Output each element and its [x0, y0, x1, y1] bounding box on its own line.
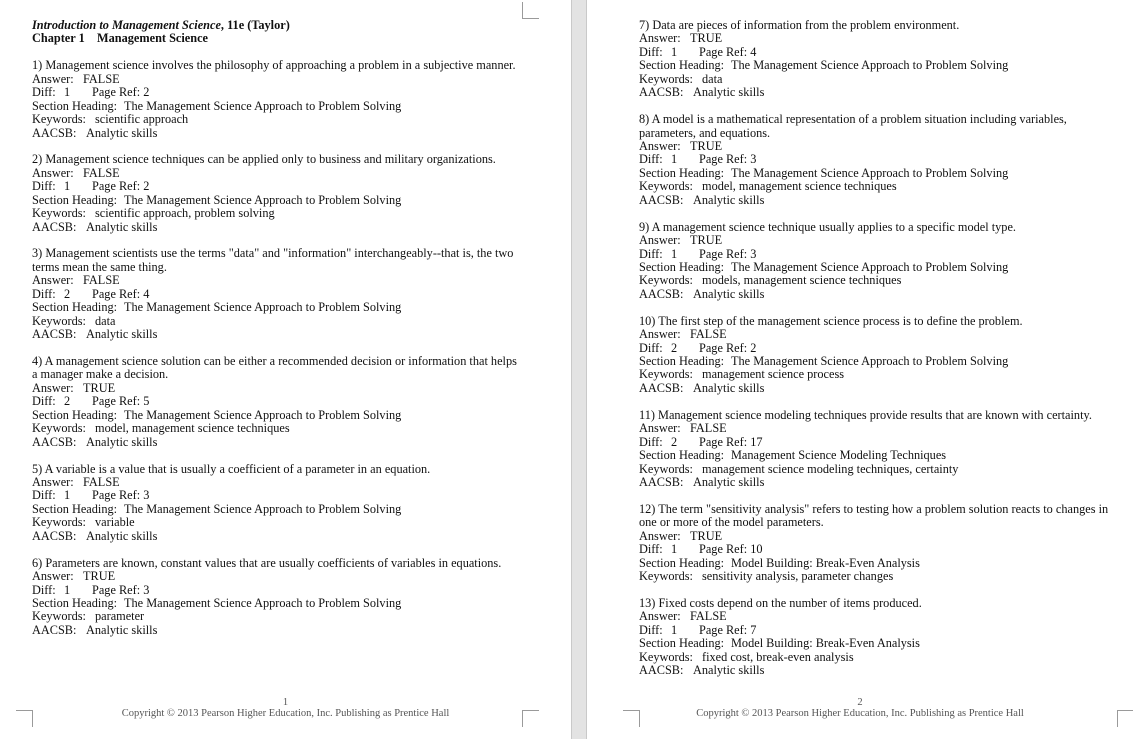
aacsb-line	[639, 194, 1125, 207]
crop-mark	[522, 2, 539, 19]
diff-line	[32, 584, 522, 597]
section-heading-line	[639, 355, 1125, 368]
keywords-line	[639, 274, 1125, 287]
field-label: Section Heading:	[32, 407, 118, 422]
question-text: 5) A variable is a value that is usually a coefficient of a parameter in an equation.	[32, 461, 431, 476]
field-label: Section Heading:	[639, 259, 725, 274]
field-label: AACSB:	[32, 327, 77, 342]
blank-line	[32, 342, 522, 355]
blank-line	[32, 449, 522, 462]
field-label: AACSB:	[32, 434, 77, 449]
field-value: scientific approach, problem solving	[95, 206, 275, 221]
field-value: management science process	[702, 367, 845, 382]
aacsb-line	[639, 382, 1125, 395]
field-value: The Management Science Approach to Problem Solving	[124, 300, 402, 315]
field-value: FALSE	[83, 474, 120, 489]
aacsb-line	[32, 624, 522, 637]
field-label: Keywords:	[639, 273, 693, 288]
field-value: sensitivity analysis, parameter changes	[702, 569, 894, 584]
field-value: Analytic skills	[693, 192, 765, 207]
field-value: Analytic skills	[693, 85, 765, 100]
keywords-line	[32, 207, 522, 220]
aacsb-line	[32, 127, 522, 140]
question-text: 2) Management science techniques can be applied only to business and military organizations.	[32, 152, 496, 167]
field-label: Answer:	[639, 421, 681, 436]
field-label: Diff:	[639, 622, 663, 637]
field-value: Model Building: Break-Even Analysis	[731, 555, 920, 570]
field-value: model, management science techniques	[95, 421, 290, 436]
field-label: Answer:	[639, 528, 681, 543]
field-label: AACSB:	[32, 622, 77, 637]
field-value: The Management Science Approach to Problem Solving	[124, 192, 402, 207]
field-value: The Management Science Approach to Problem Solving	[124, 595, 402, 610]
page-ref: Page Ref: 3	[699, 152, 757, 167]
section-heading-line	[639, 59, 1125, 72]
field-value: 2	[64, 286, 71, 301]
question-text: 13) Fixed costs depend on the number of items produced.	[639, 595, 922, 610]
field-label: Section Heading:	[32, 300, 118, 315]
field-label: Answer:	[32, 569, 74, 584]
diff-line	[32, 180, 522, 193]
question-text: 1) Management science involves the philosophy of approaching a problem in a subjective manner.	[32, 58, 516, 73]
field-value: Management Science Modeling Techniques	[731, 448, 947, 463]
page-ref: Page Ref: 7	[699, 622, 757, 637]
field-label: Diff:	[639, 542, 663, 557]
keywords-line	[32, 610, 522, 623]
diff-line	[639, 153, 1125, 166]
field-value: The Management Science Approach to Problem Solving	[124, 98, 402, 113]
question-list	[32, 59, 522, 650]
diff-line	[639, 543, 1125, 556]
field-label: Keywords:	[32, 313, 86, 328]
diff-line	[639, 342, 1125, 355]
field-label: Answer:	[639, 327, 681, 342]
answer-line	[32, 476, 522, 489]
question-block	[32, 355, 522, 449]
field-value: Analytic skills	[693, 663, 765, 678]
chapter-heading: Chapter 1 Management Science	[32, 31, 208, 46]
question-text: 8) A model is a mathematical representation of a problem situation including variables, parameters, and equations.	[639, 112, 1067, 140]
field-value: 1	[671, 246, 678, 261]
question-text: 9) A management science technique usually applies to a specific model type.	[639, 219, 1016, 234]
question-block	[32, 463, 522, 544]
field-value: TRUE	[83, 380, 116, 395]
section-heading-line	[639, 557, 1125, 570]
section-heading-line	[32, 597, 522, 610]
page-ref: Page Ref: 4	[699, 44, 757, 59]
book-title-line	[32, 19, 522, 32]
question-text: 11) Management science modeling techniques provide results that are known with certainty.	[639, 407, 1092, 422]
blank-line	[639, 489, 1125, 502]
answer-line	[32, 570, 522, 583]
field-value: Analytic skills	[86, 434, 158, 449]
keywords-line	[32, 315, 522, 328]
field-label: AACSB:	[32, 219, 77, 234]
page-ref: Page Ref: 3	[92, 582, 150, 597]
blank-line	[639, 301, 1125, 314]
field-label: Section Heading:	[639, 636, 725, 651]
field-label: Diff:	[32, 286, 56, 301]
section-heading-line	[32, 301, 522, 314]
page-ref: Page Ref: 3	[699, 246, 757, 261]
field-label: Answer:	[32, 165, 74, 180]
aacsb-line	[639, 288, 1125, 301]
section-heading-line	[32, 194, 522, 207]
blank-line	[639, 584, 1125, 597]
field-label: AACSB:	[639, 380, 684, 395]
answer-line	[639, 530, 1125, 543]
blank-line	[639, 100, 1125, 113]
field-label: Diff:	[639, 44, 663, 59]
field-value: TRUE	[690, 233, 723, 248]
question-block	[639, 221, 1125, 302]
page-number: 2	[857, 697, 863, 708]
diff-line	[639, 46, 1125, 59]
field-label: Diff:	[639, 340, 663, 355]
field-value: The Management Science Approach to Problem Solving	[124, 501, 402, 516]
question-text: 6) Parameters are known, constant values that are usually coefficients of variables in equations.	[32, 555, 502, 570]
diff-line	[639, 248, 1125, 261]
field-label: Diff:	[639, 434, 663, 449]
field-value: FALSE	[83, 273, 120, 288]
field-value: 1	[64, 488, 71, 503]
question-block	[639, 19, 1125, 100]
answer-line	[639, 234, 1125, 247]
question-block	[639, 503, 1125, 584]
diff-line	[32, 395, 522, 408]
field-value: Analytic skills	[693, 474, 765, 489]
answer-line	[32, 274, 522, 287]
field-value: 1	[64, 582, 71, 597]
field-value: Analytic skills	[693, 380, 765, 395]
field-value: variable	[95, 515, 135, 530]
field-value: The Management Science Approach to Problem Solving	[731, 354, 1009, 369]
answer-line	[32, 73, 522, 86]
field-label: Section Heading:	[32, 595, 118, 610]
blank-line	[639, 395, 1125, 408]
field-label: Answer:	[32, 71, 74, 86]
section-heading-line	[32, 100, 522, 113]
field-value: 2	[671, 340, 678, 355]
page-ref: Page Ref: 5	[92, 394, 150, 409]
keywords-line	[32, 113, 522, 126]
field-value: FALSE	[83, 71, 120, 86]
page-1-content[interactable]	[32, 19, 522, 651]
field-label: Diff:	[32, 488, 56, 503]
field-label: Section Heading:	[32, 98, 118, 113]
field-label: Diff:	[639, 152, 663, 167]
answer-line	[32, 382, 522, 395]
field-label: Section Heading:	[32, 192, 118, 207]
field-value: FALSE	[690, 327, 727, 342]
field-label: Keywords:	[32, 515, 86, 530]
field-value: FALSE	[690, 421, 727, 436]
field-value: TRUE	[690, 528, 723, 543]
field-label: Section Heading:	[639, 58, 725, 73]
field-label: Answer:	[639, 138, 681, 153]
field-value: TRUE	[690, 138, 723, 153]
section-heading-line	[639, 261, 1125, 274]
field-label: Diff:	[32, 85, 56, 100]
field-value: fixed cost, break-even analysis	[702, 649, 854, 664]
book-title: Introduction to Management Science	[32, 18, 221, 32]
field-label: Answer:	[32, 474, 74, 489]
field-label: Answer:	[639, 233, 681, 248]
page-ref: Page Ref: 17	[699, 434, 763, 449]
field-label: Section Heading:	[639, 448, 725, 463]
field-label: Section Heading:	[639, 165, 725, 180]
answer-line	[639, 32, 1125, 45]
field-value: Analytic skills	[86, 125, 158, 140]
field-value: Analytic skills	[693, 286, 765, 301]
page-ref: Page Ref: 3	[92, 488, 150, 503]
field-value: Analytic skills	[86, 219, 158, 234]
section-heading-line	[639, 637, 1125, 650]
question-text: 7) Data are pieces of information from the problem environment.	[639, 18, 960, 32]
field-value: data	[702, 71, 723, 86]
blank-line	[32, 140, 522, 153]
diff-line	[32, 288, 522, 301]
field-value: FALSE	[690, 609, 727, 624]
field-label: Section Heading:	[32, 501, 118, 516]
field-value: The Management Science Approach to Problem Solving	[731, 165, 1009, 180]
field-label: Answer:	[32, 380, 74, 395]
question-text: 3) Management scientists use the terms "data" and "information" interchangeably--that is, the two terms mean the same thing.	[32, 246, 514, 274]
page-ref: Page Ref: 2	[699, 340, 757, 355]
aacsb-line	[32, 436, 522, 449]
question-block	[639, 409, 1125, 490]
answer-line	[639, 422, 1125, 435]
field-value: model, management science techniques	[702, 179, 897, 194]
section-heading-line	[639, 449, 1125, 462]
field-value: models, management science techniques	[702, 273, 902, 288]
aacsb-line	[639, 664, 1125, 677]
field-label: Keywords:	[32, 206, 86, 221]
page-ref: Page Ref: 10	[699, 542, 763, 557]
field-value: 1	[64, 85, 71, 100]
question-text: 4) A management science solution can be either a recommended decision or information that helps a manager make a decision.	[32, 354, 517, 382]
field-value: 1	[671, 622, 678, 637]
keywords-line	[639, 368, 1125, 381]
copyright-footer: Copyright © 2013 Pearson Higher Education, Inc. Publishing as Prentice Hall	[696, 708, 1024, 719]
keywords-line	[639, 570, 1125, 583]
blank-line	[32, 234, 522, 247]
field-label: AACSB:	[639, 474, 684, 489]
field-label: Keywords:	[639, 179, 693, 194]
field-label: AACSB:	[639, 85, 684, 100]
field-label: Diff:	[32, 179, 56, 194]
aacsb-line	[639, 86, 1125, 99]
field-label: Keywords:	[639, 649, 693, 664]
section-heading-line	[32, 503, 522, 516]
page-number: 1	[282, 697, 289, 708]
field-value: 1	[64, 179, 71, 194]
field-value: Analytic skills	[86, 327, 158, 342]
field-label: Answer:	[639, 31, 681, 46]
aacsb-line	[32, 530, 522, 543]
field-label: Keywords:	[639, 461, 693, 476]
field-value: The Management Science Approach to Problem Solving	[731, 58, 1009, 73]
section-heading-line	[32, 409, 522, 422]
field-label: Keywords:	[639, 71, 693, 86]
blank-line	[32, 543, 522, 556]
page-2-content[interactable]	[639, 19, 1125, 691]
field-label: Answer:	[639, 609, 681, 624]
edition: , 11e (Taylor)	[220, 18, 290, 32]
field-value: scientific approach	[95, 112, 189, 127]
diff-line	[32, 86, 522, 99]
field-label: Section Heading:	[639, 354, 725, 369]
field-label: Keywords:	[32, 112, 86, 127]
diff-line	[639, 624, 1125, 637]
section-heading-line	[639, 167, 1125, 180]
field-label: Answer:	[32, 273, 74, 288]
field-label: AACSB:	[32, 528, 77, 543]
keywords-line	[639, 180, 1125, 193]
blank-line	[32, 637, 522, 650]
keywords-line	[32, 422, 522, 435]
answer-line	[32, 167, 522, 180]
page-ref: Page Ref: 2	[92, 179, 150, 194]
question-block	[32, 153, 522, 234]
answer-line	[639, 140, 1125, 153]
question-list	[639, 19, 1125, 691]
blank-line	[639, 207, 1125, 220]
question-block	[32, 59, 522, 140]
field-value: Analytic skills	[86, 622, 158, 637]
field-value: 2	[671, 434, 678, 449]
keywords-line	[639, 651, 1125, 664]
field-value: 2	[64, 394, 71, 409]
question-block	[32, 557, 522, 638]
field-value: TRUE	[690, 31, 723, 46]
keywords-line	[32, 516, 522, 529]
field-label: AACSB:	[639, 286, 684, 301]
field-label: AACSB:	[32, 125, 77, 140]
field-label: Keywords:	[639, 569, 693, 584]
field-value: The Management Science Approach to Problem Solving	[731, 259, 1009, 274]
field-value: data	[95, 313, 116, 328]
field-label: Keywords:	[32, 609, 86, 624]
field-value: management science modeling techniques, certainty	[702, 461, 959, 476]
answer-line	[639, 328, 1125, 341]
question-block	[639, 315, 1125, 396]
field-value: TRUE	[83, 569, 116, 584]
field-label: Section Heading:	[639, 555, 725, 570]
copyright-footer: Copyright © 2013 Pearson Higher Education, Inc. Publishing as Prentice Hall	[121, 708, 450, 719]
field-value: 1	[671, 44, 678, 59]
field-value: 1	[671, 542, 678, 557]
aacsb-line	[32, 328, 522, 341]
question-block	[639, 597, 1125, 678]
answer-line	[639, 610, 1125, 623]
question-text: 10) The first step of the management science process is to define the problem.	[639, 313, 1023, 328]
document-page-2[interactable]	[587, 0, 1133, 739]
field-label: Diff:	[32, 582, 56, 597]
diff-line	[639, 436, 1125, 449]
field-value: parameter	[95, 609, 145, 624]
field-value: 1	[671, 152, 678, 167]
field-label: Keywords:	[639, 367, 693, 382]
aacsb-line	[639, 476, 1125, 489]
question-text: 12) The term "sensitivity analysis" refers to testing how a problem solution reacts to changes in one or more of the model parameters.	[639, 501, 1109, 530]
question-block	[639, 113, 1125, 207]
field-label: AACSB:	[639, 192, 684, 207]
field-label: Diff:	[639, 246, 663, 261]
diff-line	[32, 489, 522, 502]
aacsb-line	[32, 221, 522, 234]
keywords-line	[639, 73, 1125, 86]
page-ref: Page Ref: 4	[92, 286, 150, 301]
field-value: The Management Science Approach to Problem Solving	[124, 407, 402, 422]
field-label: Keywords:	[32, 421, 86, 436]
field-value: Analytic skills	[86, 528, 158, 543]
keywords-line	[639, 463, 1125, 476]
field-value: FALSE	[83, 165, 120, 180]
blank-line	[639, 678, 1125, 691]
page-ref: Page Ref: 2	[92, 85, 150, 100]
field-label: Diff:	[32, 394, 56, 409]
field-value: Model Building: Break-Even Analysis	[731, 636, 920, 651]
question-block	[32, 247, 522, 341]
field-label: AACSB:	[639, 663, 684, 678]
page-gutter	[571, 0, 587, 739]
